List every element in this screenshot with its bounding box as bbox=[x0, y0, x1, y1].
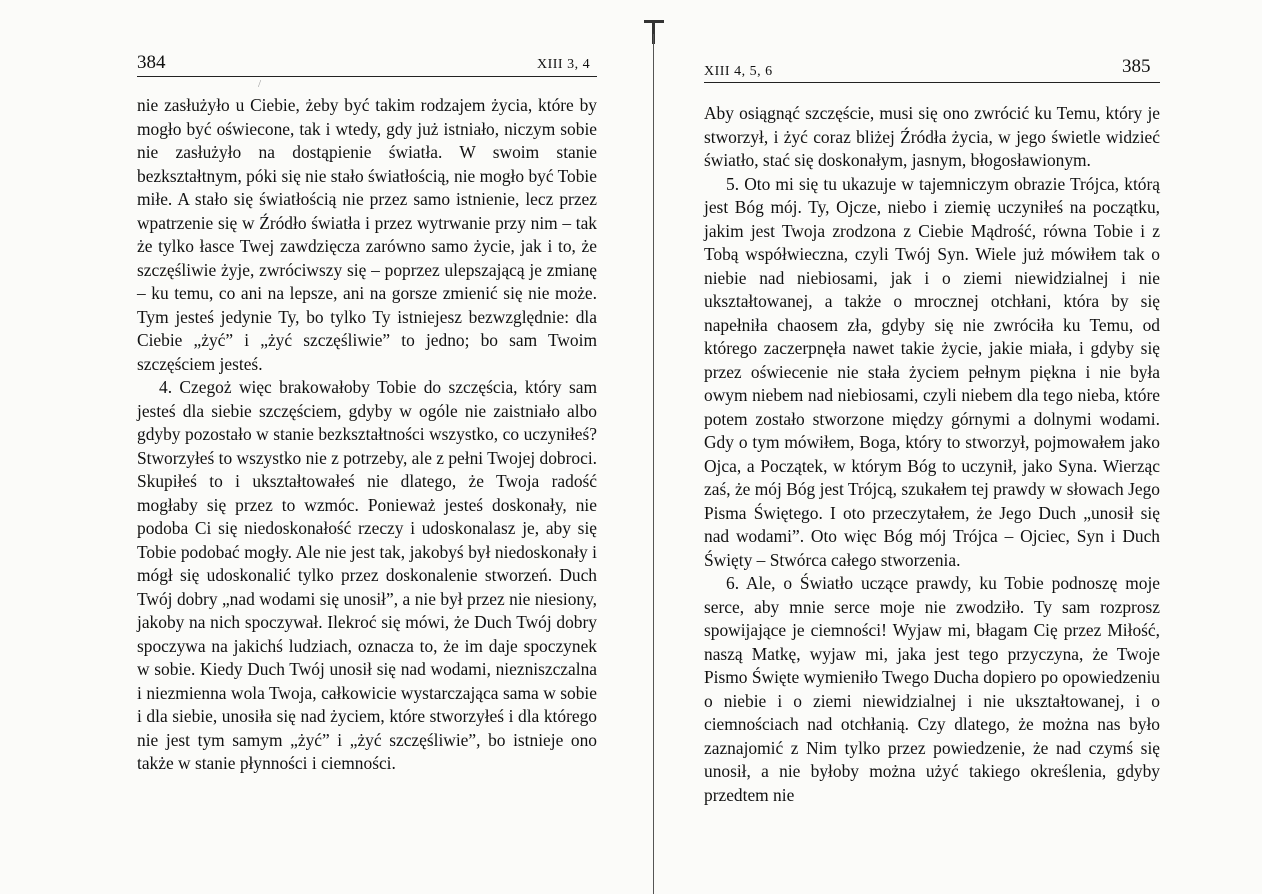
page-number: 384 bbox=[137, 52, 166, 73]
paragraph: nie zasłużyło u Ciebie, żeby być takim rodzajem życia, które by mogło być oświecone, tak i wtedy, gdy już istniało, niczym sobie nie zasłużyło na dostąpienie światła. W swoim stanie bezkształtnym, póki się nie stało światłością, nie mogło być Tobie miłe. A stało się światłością nie przez samo istnienie, lecz przez wpatrzenie się w Źródło światła i przez wytrwanie przy nim – tak że tylko łasce Twej zawdzięcza zarówno samo życie, jak i to, że szczęśliwie żyje, zwróciwszy się – poprzez ulepszającą je zmianę – ku temu, co ani na lepsze, ani na gorsze zmienić się nie może. Tym jesteś jedynie Ty, bo tylko Ty istniejesz bezwzględnie: dla Ciebie „żyć” i „żyć szczęśliwie” to jedno; bo sam Twoim szczęściem jesteś. bbox=[137, 95, 597, 374]
running-head: XIII 4, 5, 6 bbox=[704, 64, 773, 79]
header-rule bbox=[704, 82, 1160, 83]
page-text bbox=[704, 102, 1160, 807]
paragraph: Aby osiągnąć szczęście, musi się ono zwrócić ku Temu, który je stworzył, i żyć coraz bliżej Źródła życia, w jego świetle widzieć światło, stać się doskonałym, jasnym, błogosławionym. bbox=[704, 103, 1160, 170]
paragraph: 5. Oto mi się tu ukazuje w tajemniczym obrazie Trójca, którą jest Bóg mój. Ty, Ojcze, niebo i ziemię uczyniłeś na początku, jakim jest Twoja zrodzona z Ciebie Mądrość, równa Tobie i z Tobą współwieczna, czyli Twój Syn. Wiele już mówiłem tak o niebie nad niebiosami, jak i o ziemi niewidzialnej i nie ukształtowanej, a także o mrocznej otchłani, która by się napełniła chaosem zła, gdyby się nie zwróciła ku Temu, od którego zaczerpnęła nawet takie życie, jakie miała, i gdyby się przez oświecenie nie stała życiem pełnym piękna i nie była owym niebem nad niebiosami, czyli niebem dla tego nieba, które potem zostało stworzone między górnymi a dolnymi wodami. Gdy o tym mówiłem, Boga, który to stworzył, pojmowałem jako Ojca, a Początek, w którym Bóg to uczynił, jako Syna. Wierząc zaś, że mój Bóg jest Trójcą, szukałem tej prawdy w słowach Jego Pisma Świętego. I oto przeczytałem, że Jego Duch „unosił się nad wodami”. Oto więc Bóg mój Trójca – Ojciec, Syn i Duch Święty – Stwórca całego stworzenia. bbox=[704, 173, 1160, 570]
right-page bbox=[640, 0, 1262, 894]
page-number: 385 bbox=[1122, 56, 1151, 77]
header-rule bbox=[137, 76, 597, 77]
paragraph: 4. Czegoż więc brakowałoby Tobie do szczęścia, który sam jesteś dla siebie szczęściem, gdyby w ogóle nie zaistniało albo gdyby pozostało w stanie bezkształtności wszystko, co uczyniłeś? Stworzyłeś to wszystko nie z potrzeby, ale z pełni Twojej dobroci. Skupiłeś to i ukształtowałeś nie dlatego, że Twoja radość mogłaby się przez to wzmóc. Ponieważ jesteś doskonały, nie podoba Ci się niedoskonałość rzeczy i udoskonalasz je, aby się Tobie podobać mogły. Ale nie jest tak, jakobyś był niedoskonały i mógł się udoskonalić tylko przez doskonalenie stworzeń. Duch Twój dobry „nad wodami się unosił”, a nie był przez nie niesiony, jakoby na nich spoczywał. Ilekroć się mówi, że Duch Twój dobry spoczywa na jakichś ludziach, oznacza to, że im daje spoczynek w sobie. Kiedy Duch Twój unosił się nad wodami, niezniszczalna i niezmienna wola Twoja, całkowicie wystarczająca sama w sobie i dla siebie, unosiła się nad życiem, które stworzyłeś i dla którego nie jest tym samym „żyć” i „żyć szczęśliwie”, bo istnieje ono także w stanie płynności i ciemności. bbox=[137, 377, 598, 773]
page-text bbox=[137, 94, 597, 776]
paragraph: 6. Ale, o Światło uczące prawdy, ku Tobie podnoszę moje serce, aby mnie serce moje nie zwodziło. Ty sam rozprosz spowijające je ciemności! Wyjaw mi, błagam Cię przez Miłość, naszą Matkę, wyjaw mi, jaka jest tego przyczyna, że Twoje Pismo Święte wymieniło Twego Ducha dopiero po opowiedzeniu o niebie i o ziemi niewidzialnej i nie ukształtowanej, i o ciemnościach nad otchłanią. Czy dlatego, że można nas było zaznajomić z Nim tylko przez powiedzenie, że nad czymś się unosił, a nie byłoby można użyć takiego określenia, gdyby przedtem nie bbox=[704, 573, 1160, 805]
scan-mark: / bbox=[258, 78, 262, 90]
running-head: XIII 3, 4 bbox=[537, 57, 591, 72]
